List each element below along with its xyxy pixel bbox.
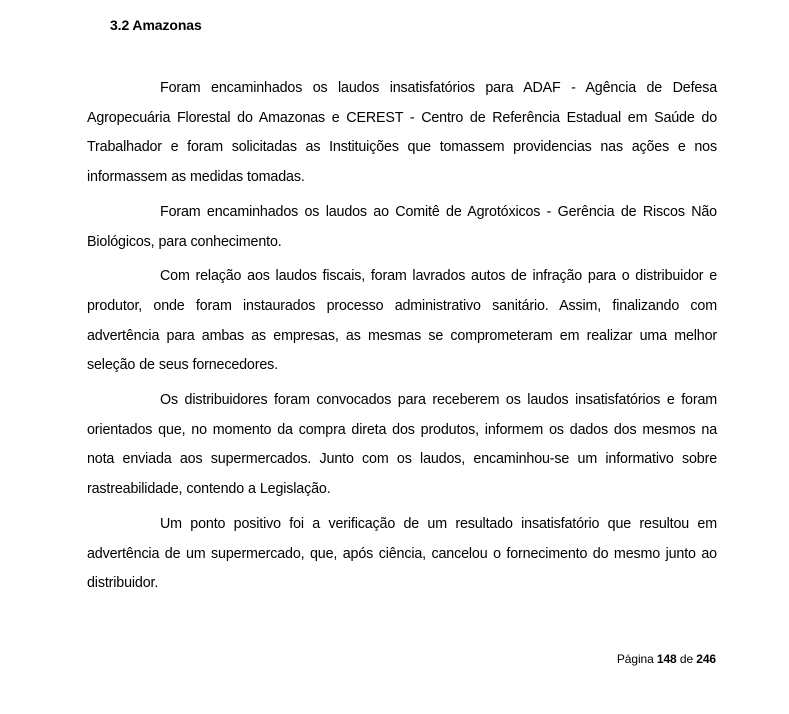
page-label: Página	[616, 652, 654, 666]
total-pages-number: 246	[696, 652, 716, 666]
page-footer	[617, 652, 716, 666]
paragraph: Os distribuidores foram convocados para receberem os laudos insatisfatórios e foram orientados que, no momento da compra direta dos produtos, informem os dados dos mesmos na nota enviada aos supermercados. Junto com os laudos, encaminhou-se um informativo sobre rastreabilidade, contendo a Legislação.	[87, 392, 717, 498]
paragraph: Foram encaminhados os laudos insatisfatórios para ADAF - Agência de Defesa Agropecuária Florestal do Amazonas e CEREST - Centro de Referência Estadual em Saúde do Trabalhador e foram solicitadas as Instituições que tomassem providencias nas ações e nos informassem as medidas tomadas.	[87, 80, 717, 186]
page-of-label: de	[679, 652, 694, 666]
paragraph: Um ponto positivo foi a verificação de um resultado insatisfatório que resultou em advertência de um supermercado, que, após ciência, cancelou o fornecimento do mesmo junto ao distribuidor.	[87, 515, 717, 592]
section-heading: 3.2 Amazonas	[110, 17, 202, 33]
body-text	[87, 74, 717, 604]
current-page-number: 148	[656, 652, 677, 666]
paragraph: Foram encaminhados os laudos ao Comitê de Agrotóxicos - Gerência de Riscos Não Biológicos, para conhecimento.	[87, 203, 717, 250]
paragraph: Com relação aos laudos fiscais, foram lavrados autos de infração para o distribuidor e produtor, onde foram instaurados processo administrativo sanitário. Assim, finalizando com advertência para ambas as empresas, as mesmas se comprometeram em realizar uma melhor seleção de seus fornecedores.	[87, 268, 717, 374]
